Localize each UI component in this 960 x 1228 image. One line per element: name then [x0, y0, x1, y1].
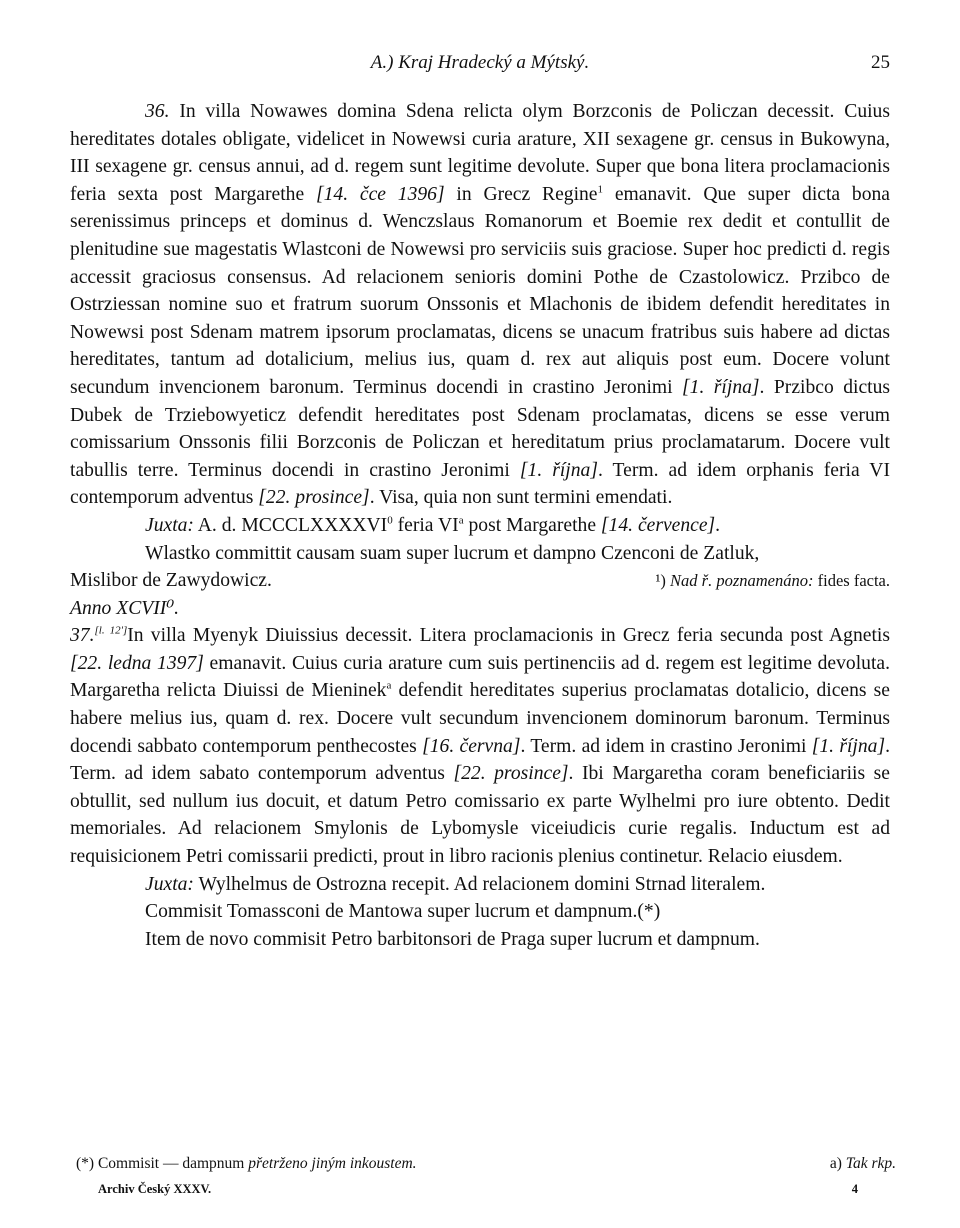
document-body — [70, 98, 890, 953]
date-bracket: [22. prosince] — [453, 763, 569, 785]
juxta-label: Juxta: — [145, 873, 194, 895]
item-line: Item de novo commisit Petro barbitonsori de Praga super lucrum et dampnum. — [145, 928, 760, 950]
footnote-ref: 1 — [597, 183, 604, 196]
signature-right: 4 — [851, 1182, 858, 1196]
entry-36: 36. In villa Nowawes domina Sdena relicta olym Borzconis de Policzan decessit. Cuius hereditates dotales obligate, videlicet in Nowewsi curia arature, XII sexagene gr. census in Bukowyna, III sexagene gr. census annui, ad d. regem sunt legitime devolute. Super que bona litera proclamacionis feria sexta post Margarethe [14. čce 1396] in Grecz Regine$^1$ emanavit. Que super dicta bona serenissimus princeps et dominus d. Wenczslaus Romanorum et Boemie rex dedit et contullit de plenitudine sue magestatis Wlastconi de Nowewsi pro serviciis suis graciose. Super hoc predicti d. regis accessit graciosus consensus. Ad relacionem senioris domini Pothe de Czastolowicz. Przibco de Ostrziessan nomine suo et fratrum suorum Onssonis et Mlachonis de ibidem defendit hereditates in Nowewsi post Sdenam matrem ipsorum proclamatas, dicens se unacum fratribus suis habere ad dictas hereditates, tantum ad dotalicium, melius ius, quam d. rex aut aliquis post eum. Docere volunt secundum invencionem baronum. Terminus docendi in crastino Jeronimi [1. října]. Przibco dictus Dubek de Trziebowyeticz defendit hereditates post Sdenam proclamatas, dicens se esse verum comissarium Onssonis filii Borzconis de Policzan et hereditatum prius proclamatarum. Docere vult tabullis terre. Terminus docendi in crastino Jeronimi [1. října]. Term. ad idem orphanis feria VI contemporum adventus [22. prosince]. Visa, quia non sunt termini emendati. — [70, 101, 891, 509]
entry-number: 37. — [70, 625, 95, 647]
date-bracket: [16. června] — [422, 735, 521, 757]
date-bracket: [22. ledna 1397] — [70, 652, 204, 674]
entry-37: 37.[l. 12']In villa Myenyk Diuissius decessit. Litera proclamacionis in Grecz feria secunda post Agnetis [22. ledna 1397] emanavit. Cuius curia arature cum suis pertinenciis ad d. regem est legitime devoluta. Margaretha relicta Diuissi de Mieninek$^a$ defendit hereditates superius proclamatas dotalicio, dicens se habere melius ius, quam d. rex. Docere vult secundum invencionem dominorum baronum. Terminus docendi sabbato contemporum penthecostes [16. června]. Term. ad idem in crastino Jeronimi [1. října]. Term. ad idem sabato contemporum adventus [22. prosince]. Ibi Margaretha coram beneficiariis se obtullit, sed nullum ius docuit, et datum Petro comissario ex parte Wylhelmi pro iure obtento. Dedit memoriales. Ad relacionem Smylonis de Lybomysle viceiudicis curie regalis. Inductum est ad requisicionem Petri comissarii predicti, prout in libro racionis plenius continetur. Relacio eiusdem. — [70, 624, 890, 868]
date-bracket: [14. čce 1396] — [315, 183, 445, 205]
juxta-line: Juxta: A. d. MCCCLXXXXVI$^0$ feria $VI^a$ post Margarethe [14. července]. — [145, 514, 721, 536]
wlastko-line: Wlastko committit causam suam super lucrum et dampno Czenconi de Zatluk, — [145, 542, 760, 564]
date-bracket: [22. prosince] — [258, 487, 370, 509]
date-bracket: [1. října] — [519, 459, 598, 481]
anno-heading: Anno XCVII⁰. — [70, 597, 180, 619]
page-number: 25 — [871, 52, 890, 73]
wlastko-line-2: Mislibor de Zawydowicz. ¹) Nad ř. poznamenáno: fides facta. — [70, 567, 890, 595]
running-header — [70, 52, 890, 78]
date-bracket: [1. října] — [811, 735, 886, 757]
juxta-line-37: Juxta: Wylhelmus de Ostrozna recepit. Ad relacionem domini Strnad literalem. — [145, 873, 766, 895]
side-footnote: ¹) Nad ř. poznamenáno: fides facta. — [655, 571, 890, 591]
commisit-line: Commisit Tomassconi de Mantowa super lucrum et dampnum.(*) — [145, 901, 661, 923]
footnote-ref: a — [386, 679, 392, 692]
date-bracket: [14. července] — [600, 514, 716, 536]
date-bracket: [1. října] — [682, 376, 760, 398]
signature-left: Archiv Český XXXV. — [98, 1182, 212, 1196]
folio-ref: [l. 12'] — [94, 624, 128, 637]
juxta-label: Juxta: — [145, 514, 194, 536]
a-footnote: a) Tak rkp. — [829, 1155, 896, 1172]
printer-signature — [98, 1182, 858, 1197]
entry-number: 36. — [145, 101, 170, 122]
header-title: A.) Kraj Hradecký a Mýtský. — [370, 52, 590, 73]
star-footnote: (*) Commisit — dampnum přetrženo jiným inkoustem. — [76, 1155, 417, 1172]
